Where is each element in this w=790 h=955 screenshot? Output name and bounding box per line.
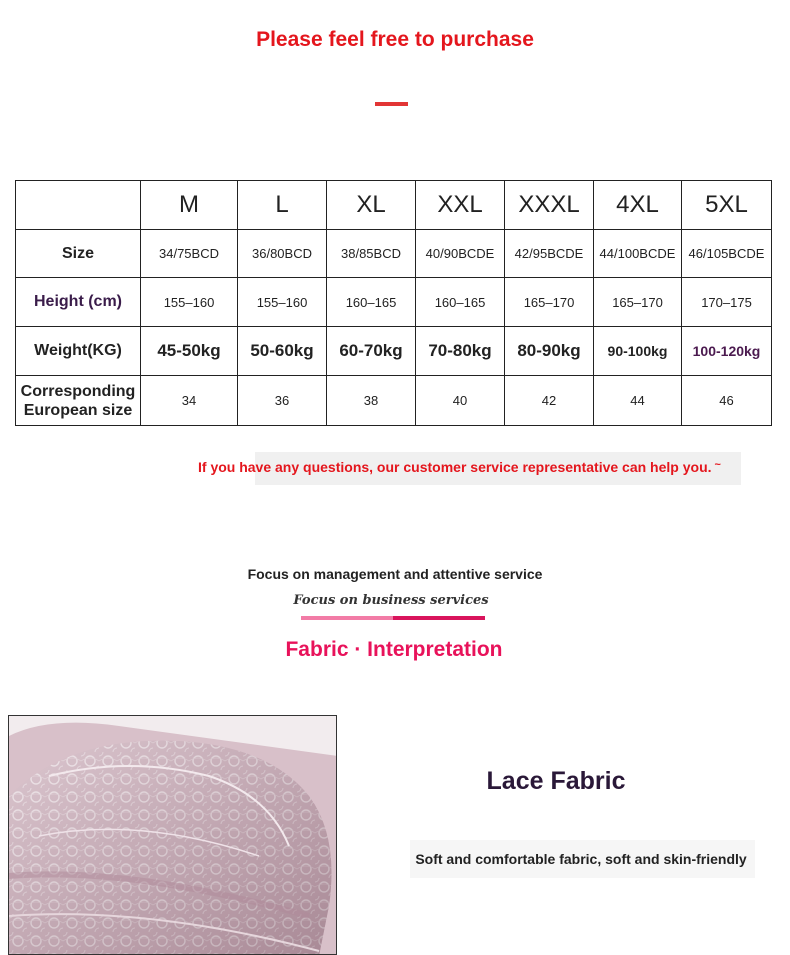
table-cell: 36 [238, 376, 327, 426]
size-header-5xl: 5XL [682, 181, 772, 230]
table-cell: 80-90kg [505, 327, 594, 376]
page-title: Please feel free to purchase [256, 28, 534, 51]
row-label-european-size [16, 376, 141, 426]
lace-fabric-photo [8, 715, 337, 955]
table-cell: 46/105BCDE [682, 230, 772, 278]
size-header-4xl: 4XL [594, 181, 682, 230]
table-cell: 36/80BCD [238, 230, 327, 278]
table-cell: 42 [505, 376, 594, 426]
row-label-weight: Weight(KG) [16, 327, 141, 376]
customer-service-text: If you have any questions, our customer service representative can help you. [198, 459, 712, 475]
eu-label-line1: Corresponding [20, 382, 136, 400]
table-cell: 34 [141, 376, 238, 426]
table-cell: 160–165 [416, 278, 505, 327]
table-cell: 60-70kg [327, 327, 416, 376]
table-cell: 38 [327, 376, 416, 426]
table-cell: 155–160 [141, 278, 238, 327]
table-header-row [16, 181, 772, 230]
size-header-m: M [141, 181, 238, 230]
table-cell: 90-100kg [594, 327, 682, 376]
customer-service-note [198, 459, 758, 475]
table-cell: 100-120kg [682, 327, 772, 376]
table-cell: 45-50kg [141, 327, 238, 376]
table-cell: 44/100BCDE [594, 230, 682, 278]
lace-bra-image [9, 716, 337, 955]
lace-fabric-description: Soft and comfortable fabric, soft and skin-friendly [415, 851, 747, 867]
accent-bar-red [393, 616, 485, 620]
table-row [16, 376, 772, 426]
focus-script-subtitle: Focus on business services [293, 593, 489, 608]
fabric-section-title: Fabric · Interpretation [285, 638, 503, 661]
lace-fabric-title: Lace Fabric [486, 767, 626, 795]
table-cell: 40 [416, 376, 505, 426]
table-cell: 70-80kg [416, 327, 505, 376]
row-label-size: Size [16, 230, 141, 278]
table-cell: 42/95BCDE [505, 230, 594, 278]
table-cell: 40/90BCDE [416, 230, 505, 278]
table-cell: 155–160 [238, 278, 327, 327]
focus-heading: Focus on management and attentive service [247, 566, 543, 582]
size-header-xxl: XXL [416, 181, 505, 230]
table-cell: 34/75BCD [141, 230, 238, 278]
header-blank-cell [16, 181, 141, 230]
accent-bar-pink [301, 616, 393, 620]
eu-label-line2: European size [23, 401, 133, 419]
row-label-height: Height (cm) [16, 278, 141, 327]
table-cell: 46 [682, 376, 772, 426]
table-cell: 38/85BCD [327, 230, 416, 278]
size-header-xl: XL [327, 181, 416, 230]
table-cell: 50-60kg [238, 327, 327, 376]
title-divider [375, 102, 408, 106]
table-cell: 44 [594, 376, 682, 426]
table-cell: 165–170 [505, 278, 594, 327]
table-row [16, 327, 772, 376]
table-row [16, 230, 772, 278]
size-header-xxxl: XXXL [505, 181, 594, 230]
table-cell: 165–170 [594, 278, 682, 327]
table-cell: 170–175 [682, 278, 772, 327]
tilde-mark: ~ [714, 459, 721, 471]
size-header-l: L [238, 181, 327, 230]
table-cell: 160–165 [327, 278, 416, 327]
size-chart-table [15, 180, 772, 426]
table-row [16, 278, 772, 327]
